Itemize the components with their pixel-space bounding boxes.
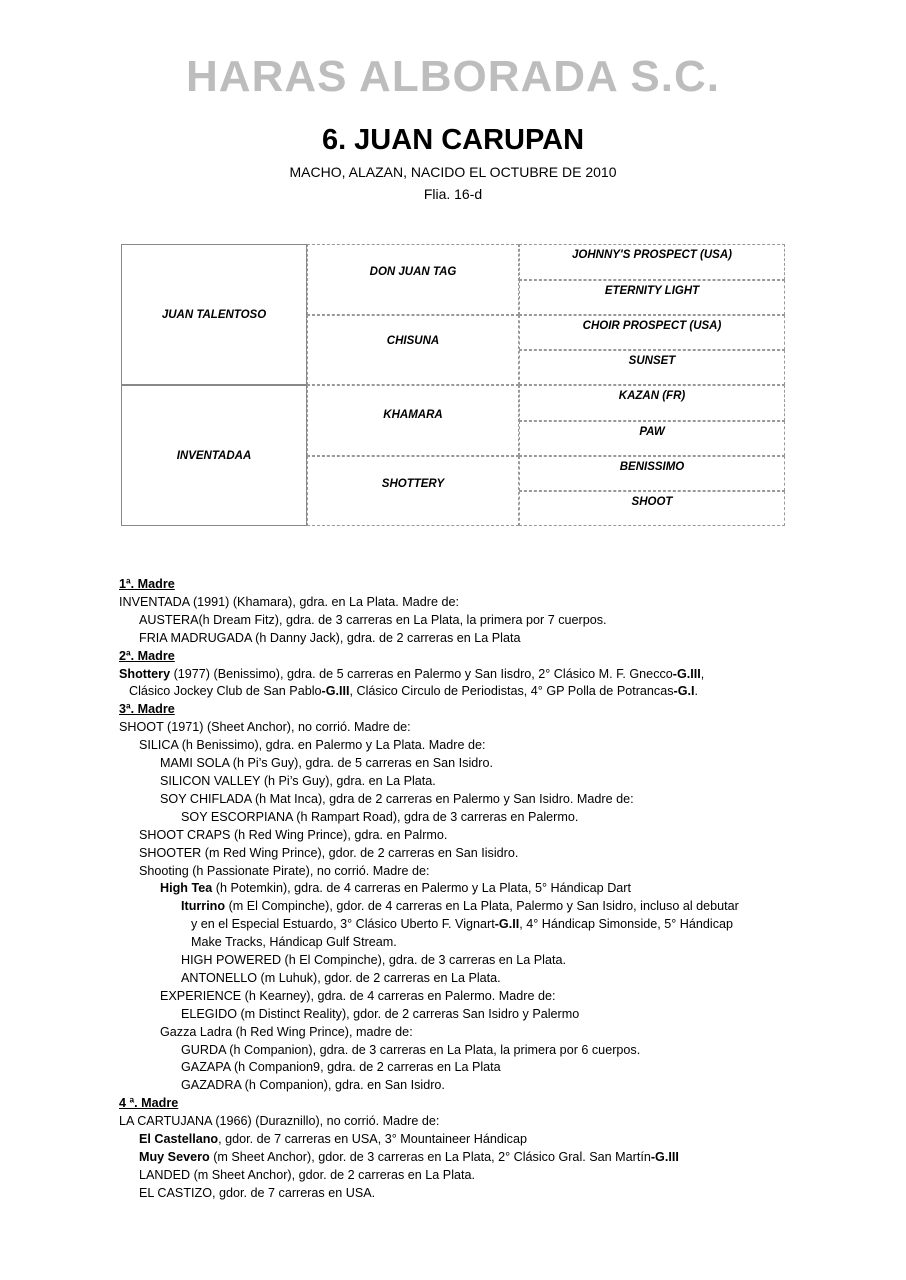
grade-label: -G.III — [672, 666, 701, 681]
entry-text: , — [700, 666, 705, 681]
entry-text: . — [694, 684, 699, 699]
produce-entry: HIGH POWERED (h El Compinche), gdra. de 3 carreras en La Plata. — [181, 953, 566, 968]
pedigree-g3-6: PAW — [519, 421, 785, 456]
produce-entry — [119, 898, 819, 916]
pedigree-g3-8: SHOOT — [519, 491, 785, 526]
produce-entry: SILICON VALLEY (h Pi’s Guy), gdra. en La Plata. — [160, 773, 436, 788]
produce-entry: AUSTERA(h Dream Fitz), gdra. de 3 carreras en La Plata, la primera por 7 cuerpos. — [139, 612, 607, 627]
pedigree-g3-3: CHOIR PROSPECT (USA) — [519, 315, 785, 350]
pedigree-g3-2: ETERNITY LIGHT — [519, 280, 785, 315]
horse-name: Shottery — [119, 666, 171, 681]
produce-entry: LANDED (m Sheet Anchor), gdor. de 2 carreras en La Plata. — [139, 1167, 476, 1182]
produce-entry: EXPERIENCE (h Kearney), gdra. de 4 carreras en Palermo. Madre de: — [160, 988, 556, 1003]
pedigree-g3-5: KAZAN (FR) — [519, 385, 785, 421]
produce-entry: GAZAPA (h Companion9, gdra. de 2 carreras en La Plata — [181, 1060, 501, 1075]
horse-name: Muy Severo — [139, 1150, 210, 1164]
dam-dam-name: SHOTTERY — [381, 478, 445, 490]
entry-text: (m El Compinche), gdor. de 4 carreras en La Plata, Palermo y San Isidro, incluso al debutar — [225, 899, 739, 914]
produce-entry: MAMI SOLA (h Pi’s Guy), gdra. de 5 carreras en San Isidro. — [160, 756, 493, 771]
entry-text: y en el Especial Estuardo, 3° Clásico Uberto F. Vignart — [191, 917, 495, 932]
pedigree-g3-4: SUNSET — [519, 350, 785, 385]
produce-entry — [119, 1149, 819, 1167]
produce-entry: SOY ESCORPIANA (h Rampart Road), gdra de 3 carreras en Palermo. — [181, 809, 579, 824]
produce-entry: SILICA (h Benissimo), gdra. en Palermo y La Plata. Madre de: — [139, 738, 486, 753]
horse-name: El Castellano — [139, 1132, 219, 1147]
grade-label: -G.III — [321, 684, 350, 699]
grade-label: -G.III — [650, 1150, 679, 1164]
produce-entry: SOY CHIFLADA (h Mat Inca), gdra de 2 carreras en Palermo y San Isidro. Madre de: — [160, 791, 634, 806]
pedigree-g3-1: JOHNNY'S PROSPECT (USA) — [519, 244, 785, 280]
section-heading-4: 4 ª. Madre — [119, 1096, 179, 1111]
produce-record — [119, 576, 819, 1203]
pedigree-dam — [121, 385, 307, 526]
entry-text: , 4° Hándicap Simonside, 5° Hándicap — [519, 917, 734, 932]
pedigree-dam-dam — [307, 456, 519, 526]
dam-entry: INVENTADA (1991) (Khamara), gdra. en La Plata. Madre de: — [119, 594, 459, 609]
section-heading-3: 3ª. Madre — [119, 702, 175, 717]
entry-text: , gdor. de 7 carreras en USA, 3° Mountaineer Hándicap — [218, 1132, 527, 1147]
produce-entry: Gazza Ladra (h Red Wing Prince), madre de: — [160, 1024, 413, 1039]
produce-entry — [119, 880, 819, 898]
produce-entry: EL CASTIZO, gdor. de 7 carreras en USA. — [139, 1185, 376, 1200]
dam-entry-continued — [119, 683, 819, 701]
entry-text: (m Sheet Anchor), gdor. de 3 carreras en La Plata, 2° Clásico Gral. San Martín — [209, 1150, 651, 1164]
produce-entry-continued: Make Tracks, Hándicap Gulf Stream. — [191, 935, 397, 950]
grade-label: -G.I — [673, 684, 695, 699]
dam-name: INVENTADAA — [176, 449, 252, 462]
entry-text: (h Potemkin), gdra. de 4 carreras en Palermo y La Plata, 5° Hándicap Dart — [212, 881, 631, 896]
dam-entry: SHOOT (1971) (Sheet Anchor), no corrió. Madre de: — [119, 720, 411, 735]
pedigree-sire — [121, 244, 307, 385]
produce-entry: FRIA MADRUGADA (h Danny Jack), gdra. de 2 carreras en La Plata — [139, 630, 521, 645]
pedigree-table — [121, 244, 785, 526]
entry-text: , Clásico Circulo de Periodistas, 4° GP Polla de Potrancas — [349, 684, 674, 699]
horse-description: MACHO, ALAZAN, NACIDO EL OCTUBRE DE 2010 — [289, 164, 617, 180]
produce-entry — [119, 1131, 819, 1149]
produce-entry: GURDA (h Companion), gdra. de 3 carreras en La Plata, la primera por 6 cuerpos. — [181, 1042, 641, 1057]
sire-name: JUAN TALENTOSO — [161, 308, 267, 321]
pedigree-dam-sire — [307, 385, 519, 456]
brand-header: HARAS ALBORADA S.C. — [186, 52, 720, 101]
sire-dam-name: CHISUNA — [386, 335, 440, 347]
section-heading-1: 1ª. Madre — [119, 577, 175, 591]
produce-entry: ELEGIDO (m Distinct Reality), gdor. de 2 carreras San Isidro y Palermo — [181, 1006, 580, 1021]
pedigree-sire-dam — [307, 315, 519, 385]
produce-entry-continued — [119, 916, 819, 934]
section-heading-2: 2ª. Madre — [119, 648, 175, 663]
produce-entry: SHOOT CRAPS (h Red Wing Prince), gdra. en Palrmo. — [139, 827, 448, 842]
grade-label: -G.II — [494, 917, 520, 932]
produce-entry: GAZADRA (h Companion), gdra. en San Isidro. — [181, 1078, 445, 1093]
dam-entry: LA CARTUJANA (1966) (Duraznillo), no corrió. Madre de: — [119, 1114, 440, 1129]
dam-sire-name: KHAMARA — [383, 408, 443, 421]
pedigree-sire-sire — [307, 244, 519, 315]
horse-title: 6. JUAN CARUPAN — [321, 124, 585, 156]
produce-entry: ANTONELLO (m Luhuk), gdor. de 2 carreras en La Plata. — [181, 970, 501, 985]
pedigree-g3-7: BENISSIMO — [519, 456, 785, 491]
entry-text: Clásico Jockey Club de San Pablo — [129, 684, 322, 699]
dam-entry — [119, 666, 819, 684]
entry-text: (1977) (Benissimo), gdra. de 5 carreras en Palermo y San Iisdro, 2° Clásico M. F. Gnecco — [170, 666, 673, 681]
family-number: Flia. 16-d — [423, 186, 483, 202]
horse-name: Iturrino — [181, 899, 226, 914]
produce-entry: SHOOTER (m Red Wing Prince), gdor. de 2 carreras en San Iisidro. — [139, 845, 519, 860]
horse-name: High Tea — [160, 881, 213, 896]
produce-entry: Shooting (h Passionate Pirate), no corrió. Madre de: — [139, 863, 430, 878]
sire-sire-name: DON JUAN TAG — [369, 265, 457, 278]
